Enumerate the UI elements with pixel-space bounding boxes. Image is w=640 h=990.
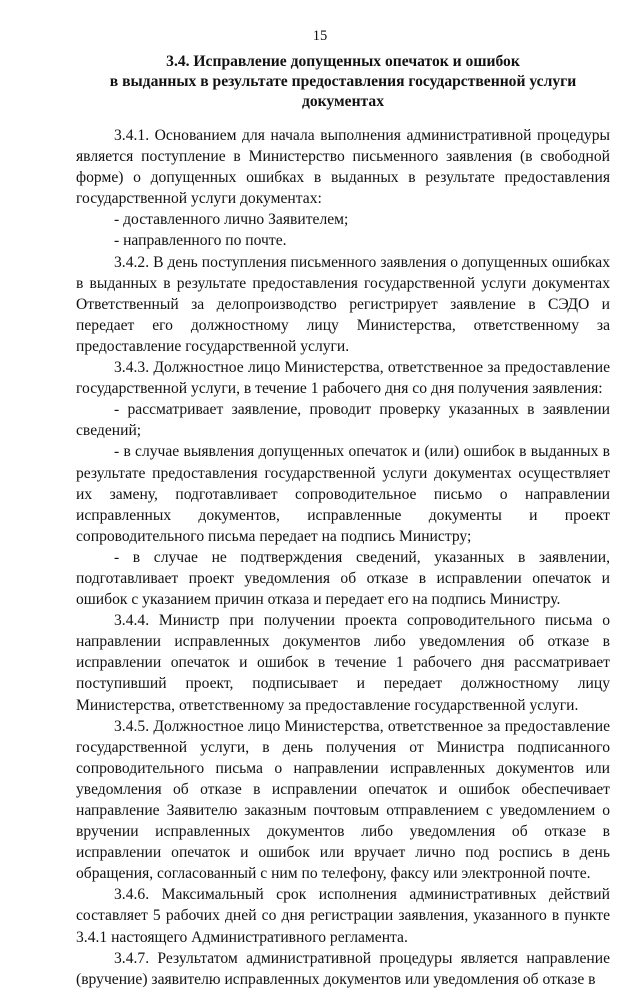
list-item: - доставленного лично Заявителем; — [114, 211, 349, 229]
section-title-line: документах — [301, 93, 384, 110]
paragraph-3-4-1: 3.4.1. Основанием для начала выполнения административной процедуры является поступление в Министерство письменного заявления (в свободной форме) о допущенных ошибках в выданных в результате предоставления государственной услуги документах: — [76, 127, 610, 208]
paragraph-3-4-5: 3.4.5. Должностное лицо Министерства, ответственное за предоставление государственной услуги, в день получения от Министра подписанного сопроводительного письма о направлении исправленных документов или уведомления об отказе в исправлении опечаток и ошибок обеспечивает направление Заявителю заказным почтовым отправлением с уведомлением о вручении исправленных документов либо уведомления об отказе в исправлении опечаток и ошибок или вручает лично под роспись в день обращения, согласованный с ним по телефону, факсу или электронной почте. — [76, 717, 610, 883]
list-item: - рассматривает заявление, проводит проверку указанных в заявлении сведений; — [76, 401, 610, 440]
list-item: - направленного по почте. — [114, 232, 287, 250]
section-title-line: в выданных в результате предоставления государственной услуги — [109, 73, 577, 90]
list-item: - в случае выявления допущенных опечаток и (или) ошибок в выданных в результате предоставления государственной услуги документах осуществляет их замену, подготавливает сопроводительное письмо о направлении исправленных документов, исправленные документы и проект сопроводительного письма передает на подпись Министру; — [76, 443, 610, 545]
document-body — [76, 125, 610, 990]
paragraph-3-4-7: 3.4.7. Результатом административной процедуры является направление (вручение) заявителю исправленных документов или уведомления об отказе в — [76, 949, 610, 988]
page-number: 15 — [312, 28, 328, 44]
section-title-line: 3.4. Исправление допущенных опечаток и ошибок — [166, 53, 520, 70]
paragraph-3-4-2: 3.4.2. В день поступления письменного заявления о допущенных ошибках в выданных в результате предоставления государственной услуги документах Ответственный за делопроизводство регистрирует заявление в СЭДО и передает его должностному лицу Министерства, ответственному за предоставление государственной услуги. — [76, 253, 610, 355]
list-item: - в случае не подтверждения сведений, указанных в заявлении, подготавливает проект уведомления об отказе в исправлении опечаток и ошибок с указанием причин отказа и передает его на подпись Министру. — [76, 548, 610, 609]
paragraph-3-4-3: 3.4.3. Должностное лицо Министерства, ответственное за предоставление государственной услуги, в течение 1 рабочего дня со дня получения заявления: — [76, 359, 610, 398]
section-title — [76, 52, 610, 112]
paragraph-3-4-6: 3.4.6. Максимальный срок исполнения административных действий составляет 5 рабочих дней со дня регистрации заявления, указанного в пункте 3.4.1 настоящего Административного регламента. — [76, 886, 610, 946]
paragraph-3-4-4: 3.4.4. Министр при получении проекта сопроводительного письма о направлении исправленных документов либо уведомления об отказе в исправлении опечаток и ошибок в течение 1 рабочего дня рассматривает поступивший проект, подписывает и передает должностному лицу Министерства, ответственному за предоставление государственной услуги. — [76, 612, 610, 714]
